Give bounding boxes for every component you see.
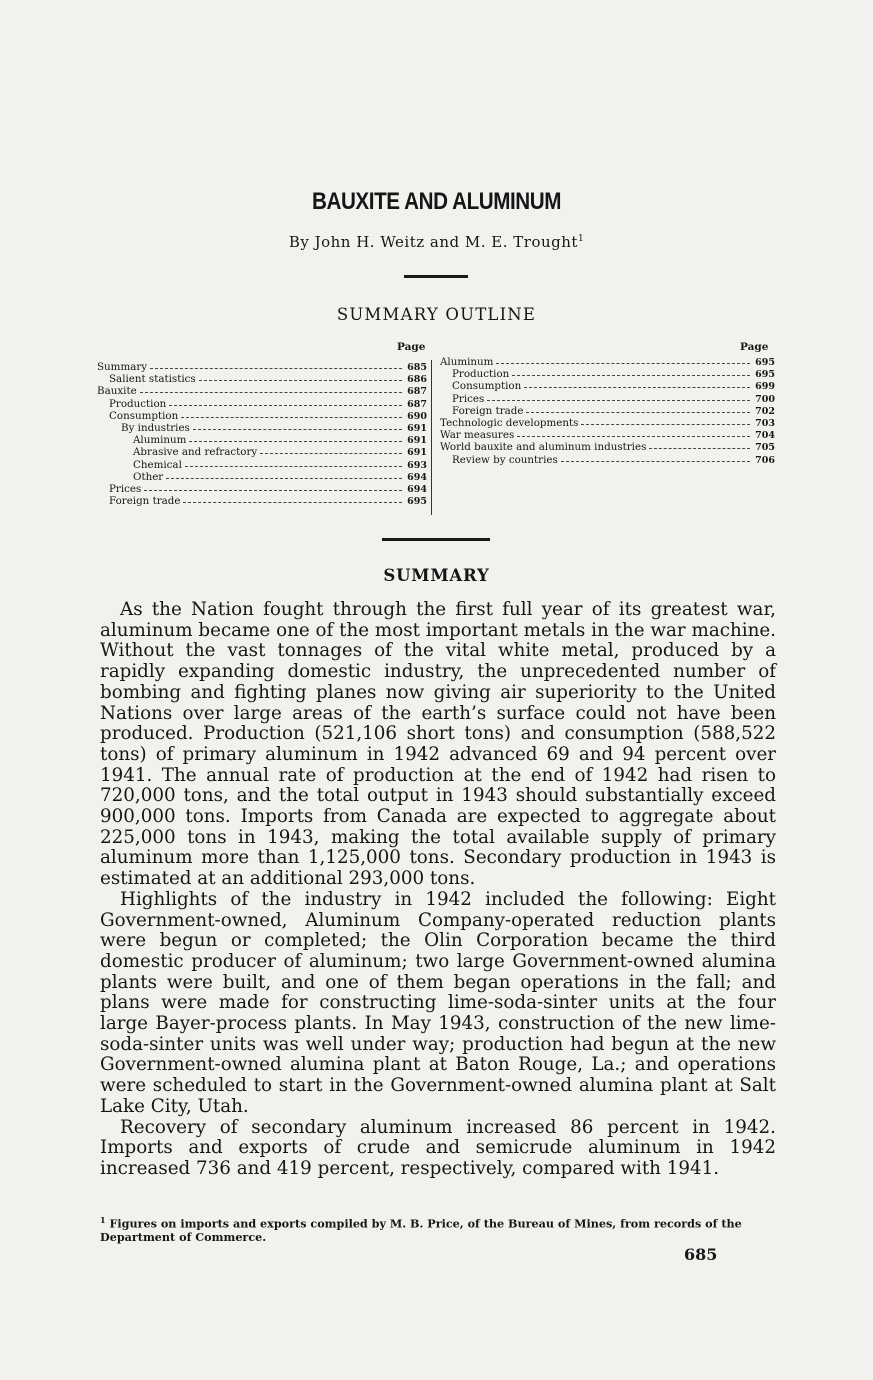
toc-leader-dots [512,367,750,376]
toc-leader-dots [166,470,402,479]
toc-leader-dots [150,360,402,369]
toc-entry-page: 699 [755,381,775,393]
toc-entry-page: 700 [755,393,775,405]
toc-entry-label: Aluminum [440,356,494,368]
toc-entry-label: Salient statistics [109,373,196,386]
summary-body [100,600,776,1180]
page-title: BAUXITE AND ALUMINUM [312,188,561,215]
toc-right-column [440,356,775,466]
toc-leader-dots [581,416,750,425]
toc-entry-label: Production [109,397,167,410]
toc-leader-dots [181,409,402,418]
toc-entry-page: 695 [755,369,775,381]
toc-entry-label: Foreign trade [109,495,181,508]
toc-entry-label: Other [133,470,164,483]
toc-entry-page: 695 [755,357,775,368]
toc-entry-page: 690 [407,410,427,422]
toc-leader-dots [561,453,750,462]
toc-entry-label: Foreign trade [452,404,524,417]
toc-entry-page: 693 [407,459,427,471]
footnote-mark: 1 [100,1215,106,1225]
toc-leader-dots [140,384,402,393]
toc-leader-dots [199,372,402,381]
toc-entry-label: Aluminum [133,434,187,447]
summary-heading: SUMMARY [383,566,490,585]
toc-entry-page: 694 [407,483,427,495]
toc-leader-dots [183,494,402,503]
toc-entry-page: 695 [407,496,427,508]
toc-leader-dots [649,440,750,449]
toc-entry-label: Bauxite [97,385,137,398]
toc-leader-dots [144,482,402,491]
body-paragraph: Recovery of secondary aluminum increased 86 percent in 1942. Imports and exports of crude and semicrude aluminum in 1942 increased 736 and 419 percent, respectively, compared with 1941. [100,1116,776,1179]
toc-entry [97,495,427,507]
toc-entry-label: World bauxite and aluminum industries [440,441,647,454]
footnote [100,1214,780,1244]
toc-entry-page: 702 [755,405,775,417]
toc-entry-page: 686 [407,374,427,386]
toc-entry [440,454,775,466]
toc-entry-page: 706 [755,454,775,466]
toc-entry-page: 691 [407,422,427,434]
toc-entry-label: Summary [97,361,148,373]
toc-entry-label: Consumption [109,409,179,422]
toc-leader-dots [487,392,750,401]
toc-entry-page: 704 [755,430,775,442]
toc-column-divider [431,360,432,515]
toc-leader-dots [193,421,402,430]
toc-entry-label: Technologic developments [440,416,579,429]
byline-text: By John H. Weitz and M. E. Trought [288,233,578,251]
body-paragraph: As the Nation fought through the first full year of its greatest war, aluminum became one of the most important metals in the war machine. Without the vast tonnages of the vital white metal, produced by a rapidly expanding domestic industry, the unprecedented number of bombing and fighting planes now giving air superiority to the United Nations over large areas of the earth’s surface could not have been produced. Production (521,106 short tons) and consumption (588,522 tons) of primary aluminum in 1942 advanced 69 and 94 percent over 1941. The annual rate of production at the end of 1942 had risen to 720,000 tons, and the total output in 1943 should substantially exceed 900,000 tons. Imports from Canada are expected to aggregate about 225,000 tons in 1943, making the total available supply of primary aluminum more than 1,125,000 tons. Secondary production in 1943 is estimated at an additional 293,000 tons. [100,599,776,890]
toc-leader-dots [169,397,402,406]
toc-entry-page: 703 [755,417,775,429]
toc-entry-label: Abrasive and refractory [133,446,258,459]
footnote-text: Figures on imports and exports compiled by M. B. Price, of the Bureau of Mines, from records of the Department of Commerce. [100,1216,742,1244]
toc-entry-label: Prices [452,392,485,405]
toc-leader-dots [517,428,750,437]
outline-title: SUMMARY OUTLINE [336,305,537,324]
toc-left-page-header: Page [397,341,426,353]
toc-left-column [97,361,427,507]
toc-entry-label: Production [452,368,510,381]
byline-footnote-mark: 1 [577,234,585,244]
toc-entry-label: Prices [109,482,142,495]
toc-entry-page: 691 [407,435,427,447]
toc-entry-label: War measures [440,429,515,442]
toc-entry-page: 691 [407,447,427,459]
toc-leader-dots [524,379,750,388]
toc-entry-label: Consumption [452,380,522,393]
summary-rule [382,538,490,541]
toc-leader-dots [185,458,402,467]
toc-leader-dots [526,404,750,413]
toc-entry-page: 705 [755,442,775,454]
toc-entry-page: 685 [407,362,427,373]
toc-leader-dots [189,433,402,442]
toc-leader-dots [496,355,750,364]
toc-entry-page: 687 [407,398,427,410]
toc-entry-label: Review by countries [452,453,558,466]
toc-right-page-header: Page [740,341,769,353]
toc-leader-dots [260,445,402,454]
toc-entry-page: 687 [407,386,427,398]
title-rule [404,275,468,278]
toc-entry-page: 694 [407,471,427,483]
toc-entry-label: Chemical [133,458,182,471]
author-byline [0,233,873,251]
page-number: 685 [684,1245,718,1264]
body-paragraph: Highlights of the industry in 1942 included the following: Eight Government-owned, Aluminum Company-operated reduction plants were begun or completed; the Olin Corporation became the third domestic producer of aluminum; two large Government-owned alumina plants were built, and one of them began operations in the fall; and plans were made for constructing lime-soda-sinter units at the four large Bayer-process plants. In May 1943, construction of the new lime-soda-sinter units was well under way; production had begun at the new Government-owned alumina plant at Baton Rouge, La.; and operations were scheduled to start in the Government-owned alumina plant at Salt Lake City, Utah. [100,888,776,1117]
toc-entry-label: By industries [121,421,190,434]
